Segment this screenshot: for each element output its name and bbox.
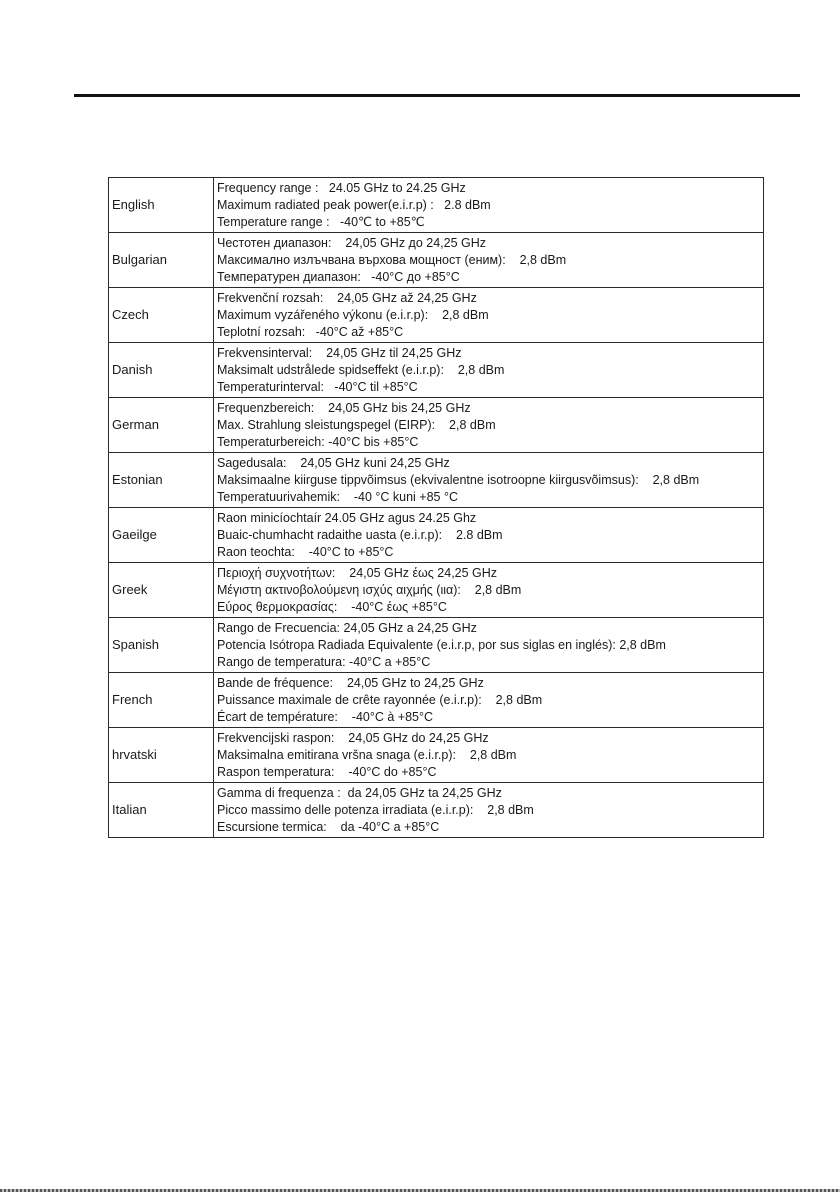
frequency-range-text: Frequenzbereich: 24,05 GHz bis 24,25 GHz	[217, 400, 471, 415]
temperature-range-text: Écart de température: -40°C à +85°C	[217, 709, 434, 724]
max-power-text: Max. Strahlung sleistungspegel (EIRP): 2,8 dBm	[217, 417, 496, 432]
spec-cell	[214, 343, 764, 398]
spec-cell	[214, 233, 764, 288]
temperature-range-text: Temperatuurivahemik: -40 °C kuni +85 °C	[217, 489, 459, 504]
frequency-range-text: Frekvencijski raspon: 24,05 GHz do 24,25 GHz	[217, 730, 489, 745]
frequency-range-text: Frequency range : 24.05 GHz to 24.25 GHz	[217, 180, 466, 195]
table-row	[109, 563, 764, 618]
radio-spec-table	[108, 177, 764, 838]
language-cell	[109, 783, 214, 838]
spec-cell	[214, 783, 764, 838]
temperature-range-text: Raspon temperatura: -40°C do +85°C	[217, 764, 437, 779]
frequency-range-text: Rango de Frecuencia: 24,05 GHz a 24,25 GHz	[217, 620, 477, 635]
table-row	[109, 288, 764, 343]
language-label: Italian	[112, 802, 147, 817]
frequency-range-text: Frekvenční rozsah: 24,05 GHz až 24,25 GHz	[217, 290, 477, 305]
spec-cell	[214, 288, 764, 343]
spec-cell	[214, 563, 764, 618]
spec-cell	[214, 618, 764, 673]
language-cell	[109, 563, 214, 618]
language-label: Bulgarian	[112, 252, 167, 267]
table-row	[109, 398, 764, 453]
max-power-text: Puissance maximale de crête rayonnée (e.i.r.p): 2,8 dBm	[217, 692, 543, 707]
frequency-range-text: Frekvensinterval: 24,05 GHz til 24,25 GHz	[217, 345, 462, 360]
language-cell	[109, 673, 214, 728]
language-label: hrvatski	[112, 747, 157, 762]
language-cell	[109, 618, 214, 673]
max-power-text: Maksimaalne kiirguse tippvõimsus (ekvivalentne isotroopne kiirgusvõimsus): 2,8 dBm	[217, 472, 700, 487]
table-row	[109, 343, 764, 398]
language-cell	[109, 343, 214, 398]
spec-cell	[214, 178, 764, 233]
spec-cell	[214, 398, 764, 453]
language-cell	[109, 728, 214, 783]
max-power-text: Potencia Isótropa Radiada Equivalente (e.i.r.p, por sus siglas en inglés): 2,8 dBm	[217, 637, 666, 652]
spec-table-body	[109, 178, 764, 838]
language-label: English	[112, 197, 155, 212]
frequency-range-text: Gamma di frequenza : da 24,05 GHz ta 24,25 GHz	[217, 785, 502, 800]
language-cell	[109, 288, 214, 343]
language-cell	[109, 398, 214, 453]
max-power-text: Maximum radiated peak power(e.i.r.p) : 2.8 dBm	[217, 197, 491, 212]
table-row	[109, 453, 764, 508]
language-label: Estonian	[112, 472, 163, 487]
temperature-range-text: Temperaturinterval: -40°C til +85°C	[217, 379, 418, 394]
table-row	[109, 233, 764, 288]
language-cell	[109, 508, 214, 563]
table-row	[109, 618, 764, 673]
temperature-range-text: Escursione termica: da -40°C a +85°C	[217, 819, 440, 834]
max-power-text: Maximum vyzářeného výkonu (e.i.r.p): 2,8 dBm	[217, 307, 489, 322]
spec-cell	[214, 453, 764, 508]
spec-cell	[214, 508, 764, 563]
frequency-range-text: Περιοχή συχνοτήτων: 24,05 GHz έως 24,25 GHz	[217, 565, 498, 580]
language-label: German	[112, 417, 159, 432]
frequency-range-text: Bande de fréquence: 24,05 GHz to 24,25 GHz	[217, 675, 484, 690]
header-rule	[74, 94, 800, 97]
temperature-range-text: Teplotní rozsah: -40°C až +85°C	[217, 324, 404, 339]
language-label: Czech	[112, 307, 149, 322]
language-label: French	[112, 692, 153, 707]
max-power-text: Максимално излъчвана върхова мощност (еним): 2,8 dBm	[217, 252, 567, 267]
temperature-range-text: Εύρος θερμοκρασίας: -40°C έως +85°C	[217, 599, 447, 614]
temperature-range-text: Temperature range : -40℃ to +85℃	[217, 214, 425, 229]
language-label: Spanish	[112, 637, 159, 652]
frequency-range-text: Честотен диапазон: 24,05 GHz до 24,25 GHz	[217, 235, 487, 250]
language-cell	[109, 233, 214, 288]
temperature-range-text: Rango de temperatura: -40°C a +85°C	[217, 654, 431, 669]
language-cell	[109, 453, 214, 508]
max-power-text: Buaic-chumhacht radaithe uasta (e.i.r.p): 2.8 dBm	[217, 527, 503, 542]
table-row	[109, 673, 764, 728]
max-power-text: Maksimalt udstrålede spidseffekt (e.i.r.p): 2,8 dBm	[217, 362, 505, 377]
max-power-text: Maksimalna emitirana vršna snaga (e.i.r.p): 2,8 dBm	[217, 747, 517, 762]
language-label: Gaeilge	[112, 527, 157, 542]
language-cell	[109, 178, 214, 233]
spec-cell	[214, 673, 764, 728]
frequency-range-text: Raon minicíochtaír 24.05 GHz agus 24.25 Ghz	[217, 510, 477, 525]
table-row	[109, 728, 764, 783]
temperature-range-text: Температурен диапазон: -40°C до +85°C	[217, 269, 460, 284]
max-power-text: Picco massimo delle potenza irradiata (e.i.r.p): 2,8 dBm	[217, 802, 534, 817]
temperature-range-text: Temperaturbereich: -40°C bis +85°C	[217, 434, 419, 449]
max-power-text: Μέγιστη ακτινοβολούμενη ισχύς αιχμής (ιια): 2,8 dBm	[217, 582, 522, 597]
table-row	[109, 178, 764, 233]
language-label: Danish	[112, 362, 153, 377]
temperature-range-text: Raon teochta: -40°C to +85°C	[217, 544, 394, 559]
spec-cell	[214, 728, 764, 783]
table-row	[109, 783, 764, 838]
table-row	[109, 508, 764, 563]
frequency-range-text: Sagedusala: 24,05 GHz kuni 24,25 GHz	[217, 455, 450, 470]
language-label: Greek	[112, 582, 148, 597]
